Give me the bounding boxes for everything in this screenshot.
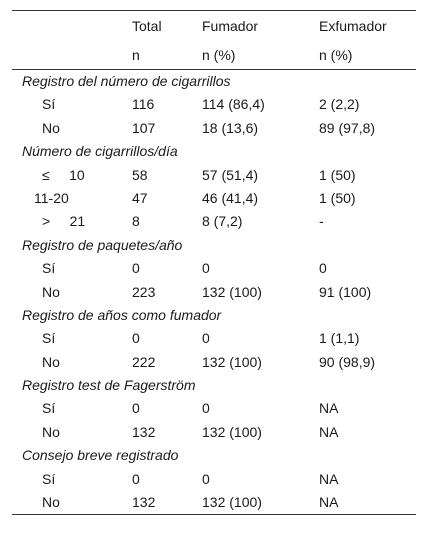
row-label: 11-20 — [34, 189, 69, 206]
section-title-text: Registro del número de cigarrillos — [22, 73, 231, 89]
cell-exfumador: 1 (1,1) — [319, 330, 360, 347]
table-row — [12, 210, 416, 233]
section-title — [12, 70, 416, 93]
table-row — [12, 351, 416, 374]
row-label: No — [42, 423, 60, 440]
section-title — [12, 304, 416, 327]
row-label: No — [42, 494, 60, 511]
cell-fumador: 132 (100) — [202, 353, 262, 370]
table-row — [12, 164, 416, 187]
cell-fumador: 0 — [202, 400, 210, 417]
cell-total: 132 — [132, 494, 156, 511]
section-title-text: Consejo breve registrado — [22, 447, 179, 464]
cell-total: 58 — [132, 166, 148, 183]
table-row — [12, 117, 416, 140]
row-label: ≤ 10 — [42, 166, 85, 183]
table-row — [12, 421, 416, 444]
row-label: Sí — [42, 400, 56, 417]
cell-total: 0 — [132, 330, 140, 347]
cell-exfumador: 91 (100) — [319, 283, 372, 300]
cell-fumador: 132 (100) — [202, 423, 262, 440]
cell-exfumador: 90 (98,9) — [319, 353, 376, 370]
cell-exfumador: 0 — [319, 260, 327, 277]
table-row — [12, 491, 416, 514]
cell-total: 116 — [132, 96, 155, 113]
section-title — [12, 140, 416, 163]
row-label: No — [42, 283, 60, 300]
cell-exfumador: NA — [319, 470, 339, 487]
row-label: No — [42, 353, 60, 370]
section-title — [12, 444, 416, 467]
cell-exfumador: NA — [319, 400, 339, 417]
section-title-text: Registro de paquetes/año — [22, 236, 183, 253]
cell-exfumador: 2 (2,2) — [319, 96, 360, 113]
header-total: Total — [132, 18, 162, 34]
table-row — [12, 468, 416, 491]
cell-fumador: 0 — [202, 260, 210, 277]
header-exfumador: Exfumador — [319, 18, 387, 34]
table-row — [12, 257, 416, 280]
cell-exfumador: 1 (50) — [319, 166, 356, 183]
section-title-text: Número de cigarrillos/día — [22, 143, 178, 160]
table-row — [12, 281, 416, 304]
cell-total: 107 — [132, 119, 156, 136]
row-label: Sí — [42, 330, 56, 347]
cell-exfumador: NA — [319, 423, 339, 440]
cell-total: 223 — [132, 283, 156, 300]
cell-total: 8 — [132, 213, 140, 230]
cell-fumador: 8 (7,2) — [202, 213, 243, 230]
cell-total: 47 — [132, 189, 148, 206]
cell-fumador: 18 (13,6) — [202, 119, 259, 136]
section-title-text: Registro test de Fagerström — [22, 377, 196, 394]
cell-fumador: 132 (100) — [202, 283, 262, 300]
data-table — [12, 10, 416, 515]
subheader-fumador: n (%) — [202, 47, 236, 63]
cell-total: 0 — [132, 260, 140, 277]
cell-fumador: 132 (100) — [202, 494, 262, 511]
row-label: Sí — [42, 470, 56, 487]
row-label: > 21 — [42, 213, 86, 230]
header-fumador: Fumador — [202, 18, 259, 34]
cell-exfumador: - — [319, 213, 324, 230]
row-label: Sí — [42, 96, 56, 113]
section-title — [12, 374, 416, 397]
subheader-row — [12, 41, 416, 70]
cell-total: 0 — [132, 400, 140, 417]
section-title — [12, 234, 416, 257]
subheader-exfumador: n (%) — [319, 47, 353, 63]
cell-total: 222 — [132, 353, 156, 370]
cell-total: 132 — [132, 423, 156, 440]
cell-exfumador: 89 (97,8) — [319, 119, 376, 136]
cell-exfumador: NA — [319, 494, 339, 511]
cell-fumador: 0 — [202, 470, 210, 487]
cell-exfumador: 1 (50) — [319, 189, 356, 206]
cell-fumador: 46 (41,4) — [202, 189, 259, 206]
row-label: No — [42, 119, 60, 136]
table-row — [12, 93, 416, 116]
table-row — [12, 327, 416, 350]
table-row — [12, 397, 416, 420]
table-row — [12, 187, 416, 210]
cell-fumador: 0 — [202, 330, 210, 347]
section-title-text: Registro de años como fumador — [22, 306, 222, 323]
subheader-total: n — [132, 47, 140, 63]
cell-total: 0 — [132, 470, 140, 487]
row-label: Sí — [42, 260, 56, 277]
cell-fumador: 57 (51,4) — [202, 166, 259, 183]
header-row — [12, 11, 416, 41]
cell-fumador: 114 (86,4) — [202, 96, 265, 113]
